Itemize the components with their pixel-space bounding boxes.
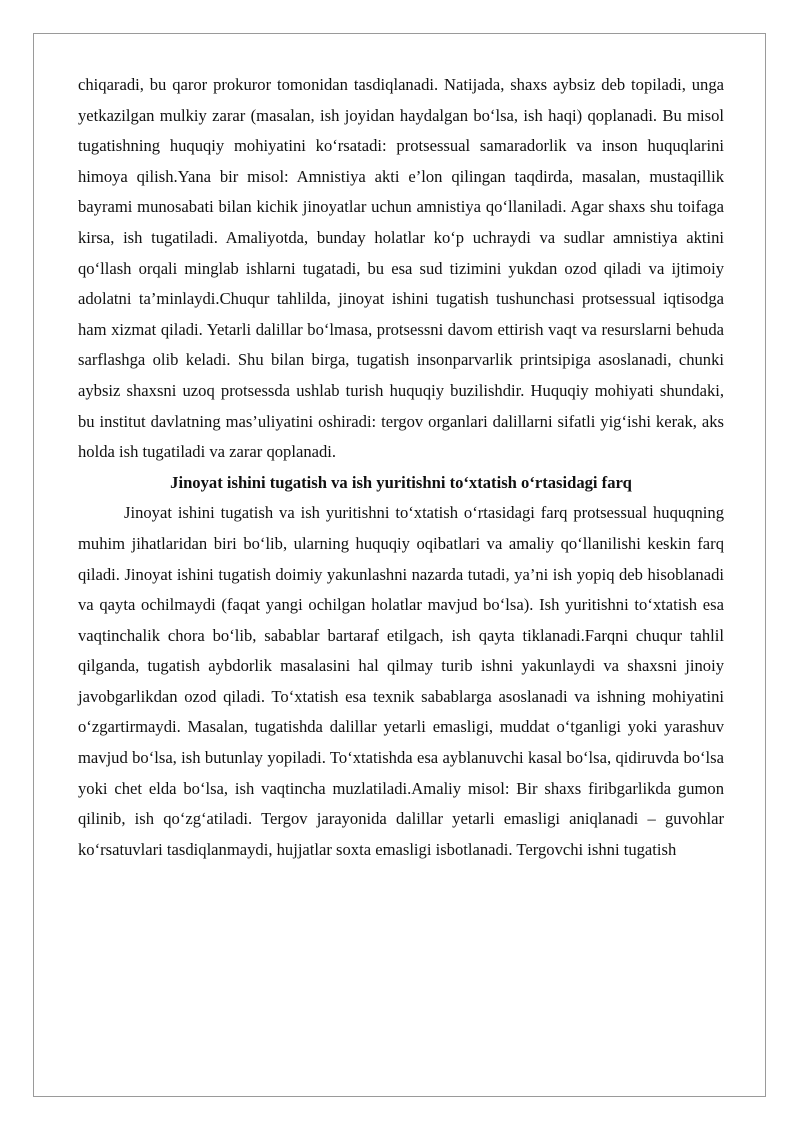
body-paragraph-2: Jinoyat ishini tugatish va ish yuritishni to‘xtatish o‘rtasidagi farq protsessual huquqning muhim jihatlaridan biri bo‘lib, ularning huquqiy oqibatlari va amaliy qo‘llanilishi keskin farq qiladi. Jinoyat ishini tugatish doimiy yakunlashni nazarda tutadi, ya’ni ish yopiq deb hisoblanadi va qayta ochilmaydi (faqat yangi ochilgan holatlar mavjud bo‘lsa). Ish yuritishni to‘xtatish esa vaqtinchalik chora bo‘lib, sabablar bartaraf etilgach, ish qayta tiklanadi.Farqni chuqur tahlil qilganda, tugatish aybdorlik masalasini hal qilmay turib ishni yakunlaydi va shaxsni jinoiy javobgarlikdan ozod qiladi. To‘xtatish esa texnik sabablarga asoslanadi va ishning mohiyatini o‘zgartirmaydi. Masalan, tugatishda dalillar yetarli emasligi, muddat o‘tganligi yoki yarashuv mavjud bo‘lsa, ish butunlay yopiladi. To‘xtatishda esa ayblanuvchi kasal bo‘lsa, qidiruvda bo‘lsa yoki chet elda bo‘lsa, ish vaqtincha muzlatiladi.Amaliy misol: Bir shaxs firibgarlikda gumon qilinib, ish qo‘zg‘atiladi. Tergov jarayonida dalillar yetarli emasligi aniqlanadi – guvohlar ko‘rsatuvlari tasdiqlanmaydi, hujjatlar soxta emasligi isbotlanadi. Tergovchi ishni tugatish [78,503,724,859]
body-paragraph-1: chiqaradi, bu qaror prokuror tomonidan tasdiqlanadi. Natijada, shaxs aybsiz deb topiladi, unga yetkazilgan mulkiy zarar (masalan, ish joyidan haydalgan bo‘lsa, ish haqi) qoplanadi. Bu misol tugatishning huquqiy mohiyatini ko‘rsatadi: protsessual samaradorlik va inson huquqlarini himoya qilish.Yana bir misol: Amnistiya akti e’lon qilingan taqdirda, masalan, mustaqillik bayrami munosabati bilan kichik jinoyatlar uchun amnistiya qo‘llaniladi. Agar shaxs shu toifaga kirsa, ish tugatiladi. Amaliyotda, bunday holatlar ko‘p uchraydi va sudlar amnistiya aktini qo‘llash orqali minglab ishlarni tugatadi, bu esa sud tizimini yukdan ozod qiladi va ijtimoiy adolatni ta’minlaydi.Chuqur tahlilda, jinoyat ishini tugatish tushunchasi protsessual iqtisodga ham xizmat qiladi. Yetarli dalillar bo‘lmasa, protsessni davom ettirish vaqt va resurslarni behuda sarflashga olib keladi. Shu bilan birga, tugatish insonparvarlik printsipiga asoslanadi, chunki aybsiz shaxsni uzoq protsessda ushlab turish huquqiy buzilishdir. Huquqiy mohiyati shundaki, bu institut davlatning mas’uliyatini oshiradi: tergov organlari dalillarni sifatli yig‘ishi kerak, aks holda ish tugatiladi va zarar qoplanadi. [78,75,724,462]
document-body [78,70,724,865]
section-heading: Jinoyat ishini tugatish va ish yuritishni to‘xtatish o‘rtasidagi farq [170,472,632,492]
